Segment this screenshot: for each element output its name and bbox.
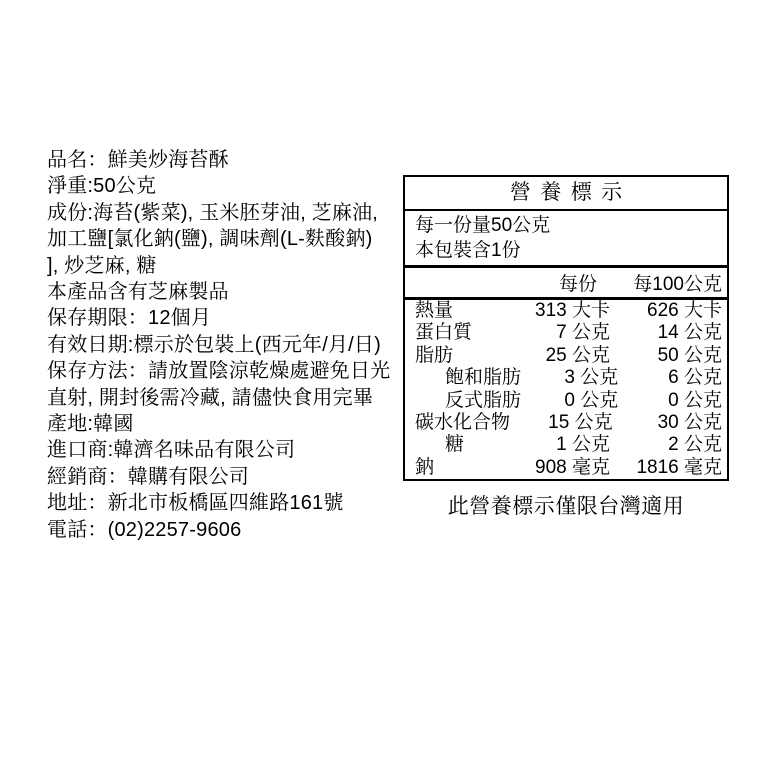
shelf-life-line: 保存期限：12個月 xyxy=(47,307,212,330)
row-value-per-100g: 6 公克 xyxy=(668,367,722,389)
row-value-per-100g: 14 公克 xyxy=(657,322,722,344)
nutrition-table-title: 營養標示 xyxy=(405,177,727,211)
row-label: 飽和脂肪 xyxy=(445,367,522,389)
storage-method-line-2: 直射, 開封後需冷藏, 請儘快食用完畢 xyxy=(47,386,374,409)
row-label: 反式脂肪 xyxy=(445,389,522,411)
expiry-date-line: 有效日期:標示於包裝上(西元年/月/日) xyxy=(47,333,381,356)
nutrition-row-protein xyxy=(415,322,722,344)
row-label: 熱量 xyxy=(415,300,454,321)
row-label: 糖 xyxy=(445,434,465,456)
row-value-per-100g: 626 大卡 xyxy=(647,300,722,321)
row-value-per-100g: 0 公克 xyxy=(668,389,722,411)
storage-method-line-1: 保存方法：請放置陰涼乾燥處避免日光 xyxy=(47,360,391,383)
net-weight-line: 淨重:50公克 xyxy=(47,175,157,198)
importer-line: 進口商:韓濟名味品有限公司 xyxy=(47,439,296,462)
row-value-per-serving: 7 公克 xyxy=(556,322,610,344)
phone-line: 電話：(02)2257-9606 xyxy=(47,518,242,541)
origin-line: 產地:韓國 xyxy=(47,413,134,436)
nutrition-facts-table xyxy=(403,175,729,481)
distributor-line: 經銷商：韓購有限公司 xyxy=(47,465,249,488)
column-header-per-serving: 每份 xyxy=(558,274,597,295)
row-value-per-serving: 15 公克 xyxy=(548,412,613,434)
product-info-panel xyxy=(47,147,403,543)
nutrition-row-carbohydrate xyxy=(415,412,722,434)
address-line: 地址：新北市板橋區四維路161號 xyxy=(47,492,344,515)
nutrition-row-trans-fat xyxy=(415,390,722,412)
row-value-per-100g: 2 公克 xyxy=(668,434,722,456)
serving-size-line: 每一份量50公克 xyxy=(415,215,551,236)
row-value-per-100g: 50 公克 xyxy=(657,344,722,366)
column-header-per-100g: 每100公克 xyxy=(633,274,722,295)
nutrition-footnote: 此營養標示僅限台灣適用 xyxy=(447,495,685,518)
column-header-row xyxy=(405,268,727,300)
allergen-line: 本產品含有芝麻製品 xyxy=(47,281,229,304)
nutrition-row-sugar xyxy=(415,434,722,456)
nutrition-row-calories xyxy=(415,300,722,322)
row-label: 碳水化合物 xyxy=(415,412,511,434)
nutrition-row-sodium xyxy=(415,457,722,479)
row-value-per-serving: 1 公克 xyxy=(556,434,610,456)
row-value-per-100g: 30 公克 xyxy=(657,412,722,434)
row-value-per-serving: 0 公克 xyxy=(564,389,619,411)
row-value-per-100g: 1816 毫克 xyxy=(636,456,722,478)
row-value-per-serving: 3 公克 xyxy=(564,367,619,389)
ingredients-line-2: 加工鹽[氯化鈉(鹽), 調味劑(L-麩酸鈉) xyxy=(47,228,373,251)
product-name-line: 品名：鮮美炒海苔酥 xyxy=(47,149,229,171)
row-value-per-serving: 313 大卡 xyxy=(535,300,610,321)
row-label: 蛋白質 xyxy=(415,322,473,344)
ingredients-line-3: ], 炒芝麻, 糖 xyxy=(47,254,157,277)
nutrition-row-fat xyxy=(415,345,722,367)
row-label: 脂肪 xyxy=(415,344,454,366)
row-label: 鈉 xyxy=(415,456,435,478)
nutrition-row-saturated-fat xyxy=(415,367,722,389)
nutrition-rows xyxy=(405,300,727,479)
row-value-per-serving: 25 公克 xyxy=(545,344,610,366)
row-value-per-serving: 908 毫克 xyxy=(535,456,610,478)
serving-info-section xyxy=(405,211,727,268)
ingredients-line-1: 成份:海苔(紫菜), 玉米胚芽油, 芝麻油, xyxy=(47,201,379,224)
package-servings-line: 本包裝含1份 xyxy=(415,240,521,261)
